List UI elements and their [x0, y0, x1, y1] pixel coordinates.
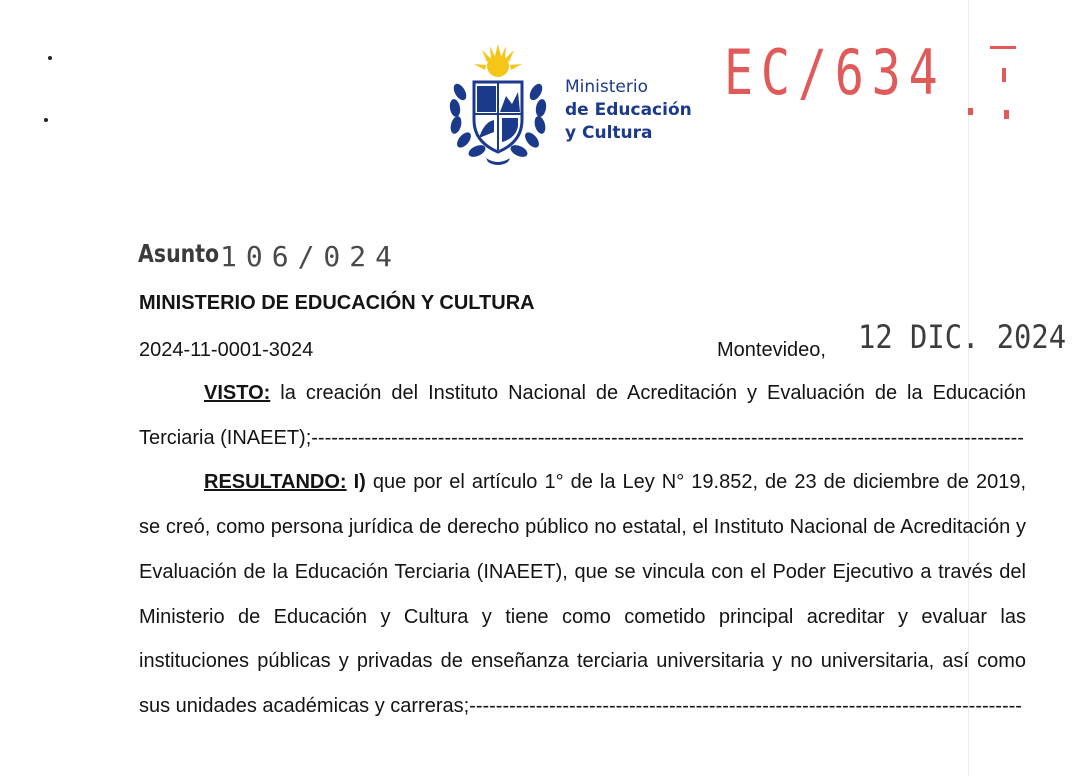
document-heading: MINISTERIO DE EDUCACIÓN Y CULTURA — [139, 292, 535, 314]
visto-text: la creación del Instituto Nacional de Acreditación y Evaluación de la Educación Terciaria (INAEET); — [139, 382, 1026, 449]
stamp-mark — [1004, 110, 1009, 119]
ministry-name — [565, 76, 715, 145]
ministry-line-1: Ministerio — [565, 77, 648, 97]
visto-dash-fill: ----------------------------------------------------------------------------------------------------------- — [311, 426, 1024, 449]
ministry-line-3: y Cultura — [565, 123, 653, 143]
stamp-mark — [990, 46, 1016, 49]
expediente-number: 2024-11-0001-3024 — [139, 339, 314, 361]
scan-mark — [44, 118, 48, 122]
date-stamp: 12 DIC. 2024 — [858, 318, 1067, 356]
scan-mark — [48, 56, 52, 60]
ministry-line-2: de Educación — [565, 100, 692, 120]
resultando-text: que por el artículo 1° de la Ley N° 19.852, de 23 de diciembre de 2019, se creó, como persona jurídica de derecho público no estatal, el Instituto Nacional de Acreditación y Evaluación de la Educación Terciaria (INAEET), que se vincula con el Poder Ejecutivo a través del Ministerio de Educación y Cultura y tiene como cometido principal acreditar y evaluar las instituciones públicas y privadas de enseñanza terciaria universitaria y no universitaria, así como sus unidades académicas y carreras; — [139, 471, 1026, 717]
resultando-paragraph — [139, 460, 1026, 728]
document-body — [139, 371, 1026, 729]
visto-keyword: VISTO: — [204, 382, 271, 404]
asunto-label: Asunto — [138, 239, 220, 268]
resultando-numeral: I) — [346, 471, 366, 494]
asunto-number: 106/024 — [220, 240, 402, 273]
resultando-keyword: RESULTANDO: — [204, 471, 347, 494]
uruguay-coat-of-arms-icon — [446, 42, 550, 166]
registry-stamp-code: EC/634 — [724, 36, 946, 109]
visto-paragraph — [139, 371, 1026, 460]
stamp-mark — [1002, 68, 1006, 82]
resultando-dash-fill: ----------------------------------------------------------------------------------- — [469, 694, 1022, 717]
place-label: Montevideo, — [717, 339, 826, 361]
stamp-mark — [968, 108, 973, 115]
